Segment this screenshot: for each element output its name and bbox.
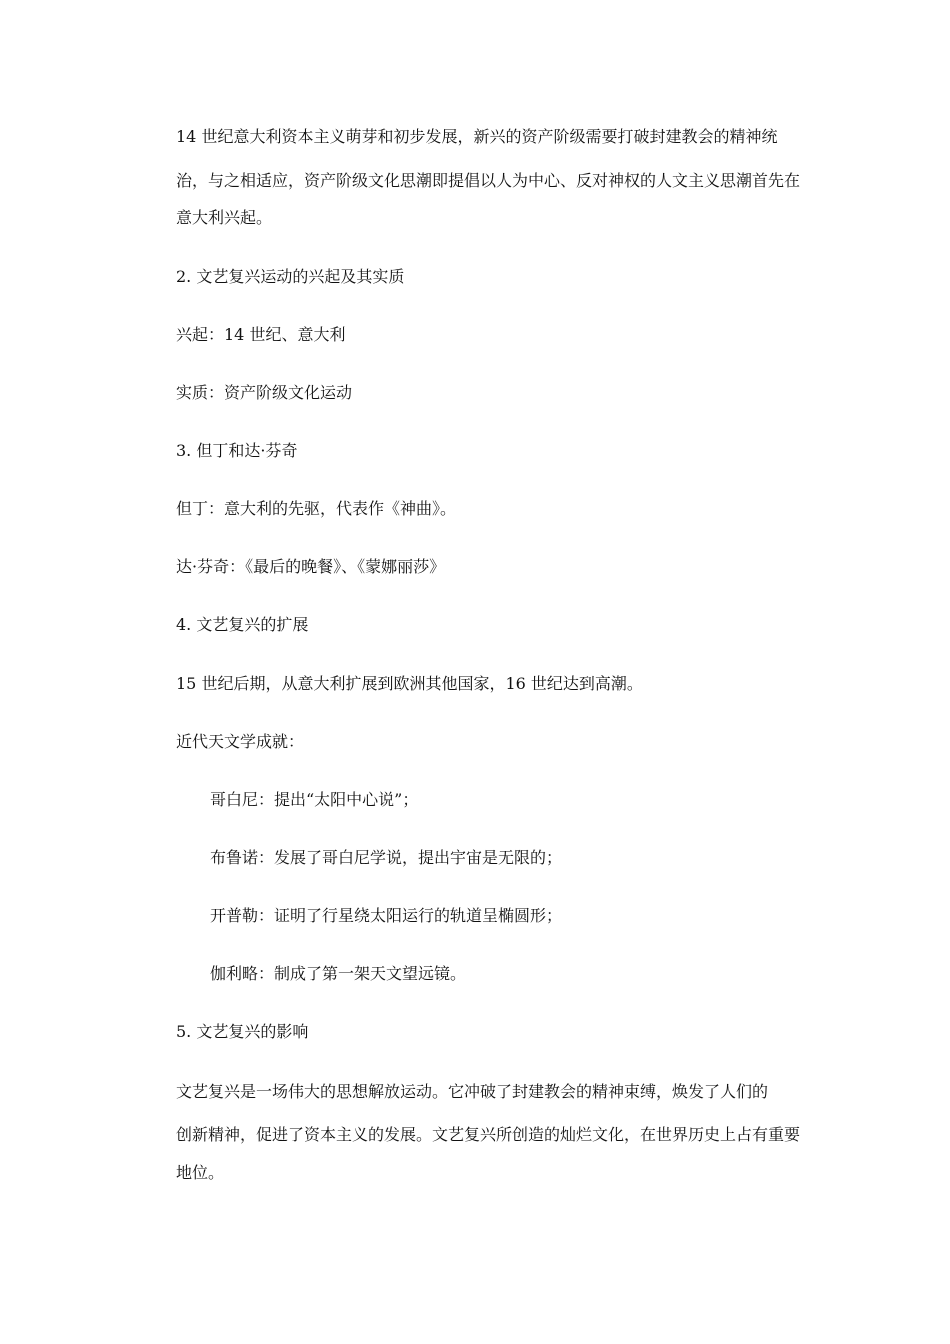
impact-paragraph-line-1: 文艺复兴是一场伟大的思想解放运动。它冲破了封建教会的精神束缚，焕发了人们的 xyxy=(176,1082,769,1101)
rise-line: 兴起：14 世纪、意大利 xyxy=(176,325,346,344)
section-5-heading: 5. 文艺复兴的影响 xyxy=(176,1022,309,1041)
impact-paragraph-line-3: 地位。 xyxy=(176,1163,225,1182)
section-3-heading: 3. 但丁和达·芬奇 xyxy=(176,441,298,460)
davinci-line: 达·芬奇：《最后的晚餐》、《蒙娜丽莎》 xyxy=(176,557,446,576)
astronomer-item: 开普勒：证明了行星绕太阳运行的轨道呈椭圆形； xyxy=(210,906,563,925)
astronomer-item: 伽利略：制成了第一架天文望远镜。 xyxy=(210,964,467,983)
intro-paragraph-line-3: 意大利兴起。 xyxy=(176,208,273,227)
dante-line: 但丁：意大利的先驱，代表作《神曲》。 xyxy=(176,499,457,518)
impact-paragraph-line-2: 创新精神，促进了资本主义的发展。文艺复兴所创造的灿烂文化，在世界历史上占有重要 xyxy=(176,1125,801,1144)
section-4-heading: 4. 文艺复兴的扩展 xyxy=(176,615,309,634)
intro-paragraph-line-1: 14 世纪意大利资本主义萌芽和初步发展，新兴的资产阶级需要打破封建教会的精神统 xyxy=(176,127,778,146)
astronomer-item: 哥白尼：提出“太阳中心说”； xyxy=(210,790,419,809)
astronomy-title: 近代天文学成就： xyxy=(176,732,305,751)
essence-line: 实质：资产阶级文化运动 xyxy=(176,383,353,402)
astronomer-item: 布鲁诺：发展了哥白尼学说，提出宇宙是无限的； xyxy=(210,848,563,867)
section-2-heading: 2. 文艺复兴运动的兴起及其实质 xyxy=(176,267,405,286)
intro-paragraph-line-2: 治，与之相适应，资产阶级文化思潮即提倡以人为中心、反对神权的人文主义思潮首先在 xyxy=(176,171,801,190)
spread-line: 15 世纪后期，从意大利扩展到欧洲其他国家，16 世纪达到高潮。 xyxy=(176,674,643,693)
